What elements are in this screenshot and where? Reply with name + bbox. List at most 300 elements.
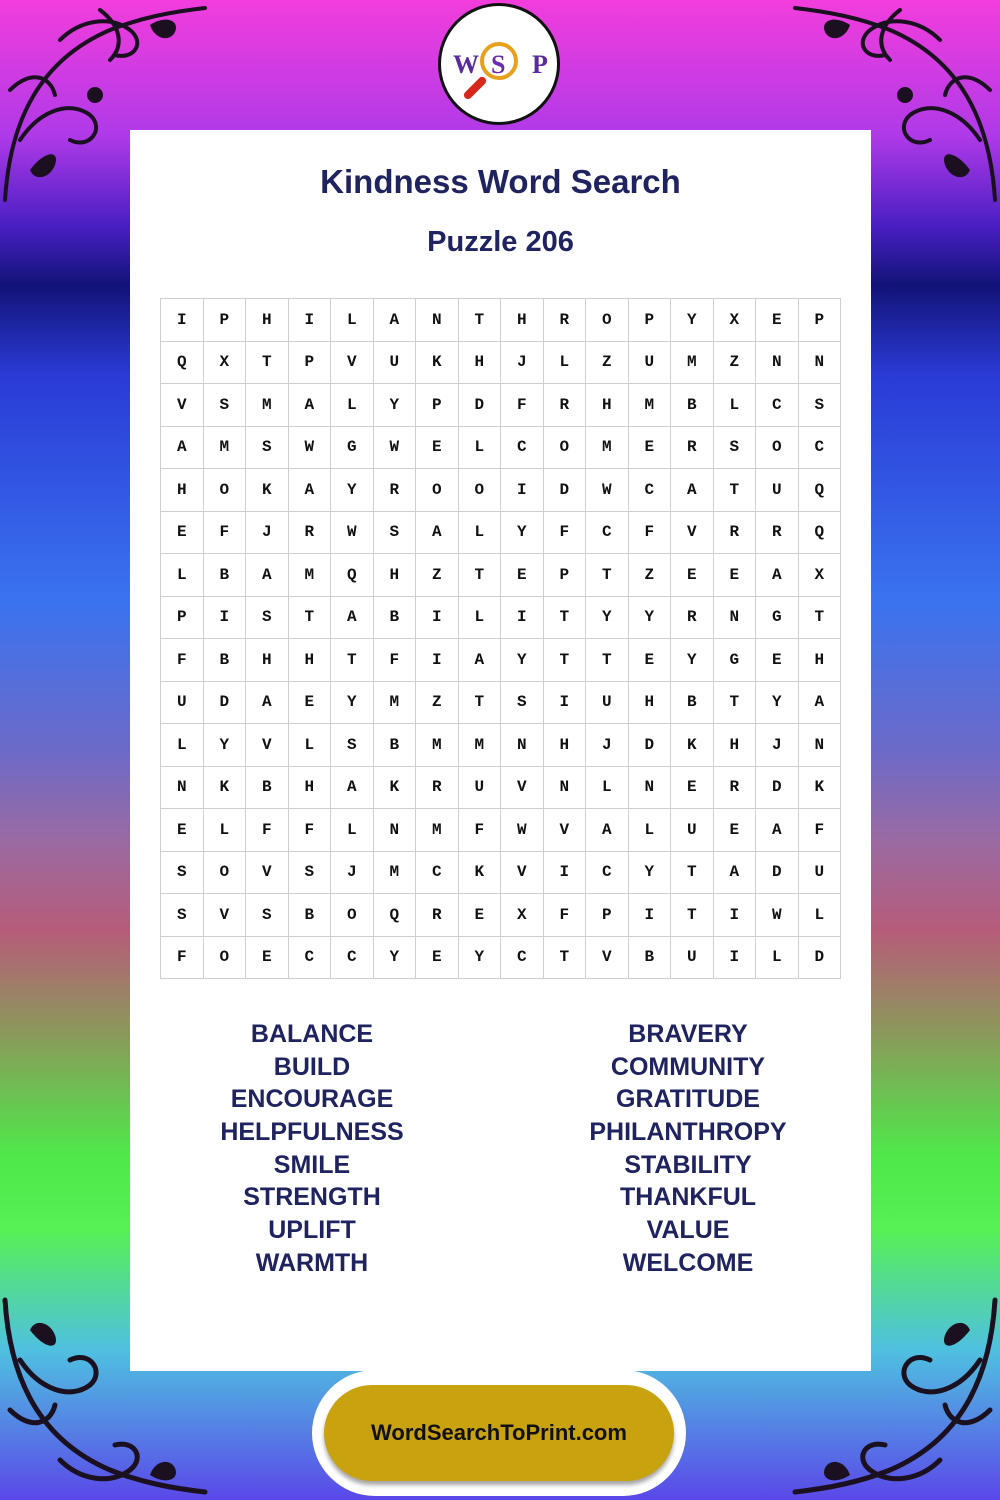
- grid-cell[interactable]: Z: [628, 554, 671, 597]
- grid-cell[interactable]: E: [416, 426, 459, 469]
- grid-row: [161, 511, 841, 554]
- grid-cell[interactable]: X: [798, 554, 841, 597]
- grid-cell[interactable]: S: [373, 511, 416, 554]
- grid-cell[interactable]: H: [246, 639, 289, 682]
- grid-cell[interactable]: F: [543, 894, 586, 937]
- grid-cell[interactable]: Q: [373, 894, 416, 937]
- grid-cell[interactable]: T: [713, 681, 756, 724]
- grid-cell[interactable]: V: [586, 936, 629, 979]
- grid-cell[interactable]: Y: [373, 936, 416, 979]
- grid-cell[interactable]: Z: [416, 554, 459, 597]
- grid-cell[interactable]: S: [798, 384, 841, 427]
- grid-cell[interactable]: I: [161, 299, 204, 342]
- grid-row: [161, 681, 841, 724]
- grid-row: [161, 936, 841, 979]
- grid-cell[interactable]: N: [161, 766, 204, 809]
- grid-cell[interactable]: A: [713, 851, 756, 894]
- grid-cell[interactable]: L: [756, 936, 799, 979]
- grid-cell[interactable]: R: [756, 511, 799, 554]
- grid-cell[interactable]: L: [798, 894, 841, 937]
- footer-banner[interactable]: [324, 1385, 674, 1481]
- grid-cell[interactable]: H: [373, 554, 416, 597]
- grid-cell[interactable]: H: [246, 299, 289, 342]
- grid-cell[interactable]: V: [543, 809, 586, 852]
- grid-cell[interactable]: V: [246, 851, 289, 894]
- grid-cell[interactable]: T: [671, 894, 714, 937]
- grid-cell[interactable]: L: [161, 724, 204, 767]
- grid-row: [161, 766, 841, 809]
- grid-cell[interactable]: X: [501, 894, 544, 937]
- grid-cell[interactable]: C: [798, 426, 841, 469]
- grid-cell[interactable]: T: [288, 596, 331, 639]
- word-list-item: STABILITY: [624, 1150, 752, 1179]
- grid-cell[interactable]: S: [246, 426, 289, 469]
- grid-cell[interactable]: Y: [331, 469, 374, 512]
- grid-cell[interactable]: T: [543, 596, 586, 639]
- grid-cell[interactable]: M: [373, 851, 416, 894]
- grid-cell[interactable]: T: [458, 299, 501, 342]
- grid-cell[interactable]: P: [586, 894, 629, 937]
- grid-cell[interactable]: O: [331, 894, 374, 937]
- grid-cell[interactable]: M: [671, 341, 714, 384]
- grid-cell[interactable]: E: [756, 639, 799, 682]
- grid-cell[interactable]: O: [543, 426, 586, 469]
- grid-cell[interactable]: D: [628, 724, 671, 767]
- grid-cell[interactable]: A: [161, 426, 204, 469]
- grid-row: [161, 384, 841, 427]
- grid-cell[interactable]: V: [501, 851, 544, 894]
- grid-cell[interactable]: J: [331, 851, 374, 894]
- grid-cell[interactable]: A: [331, 596, 374, 639]
- word-list-item: WARMTH: [255, 1248, 369, 1277]
- grid-cell[interactable]: I: [501, 469, 544, 512]
- grid-cell[interactable]: A: [671, 469, 714, 512]
- grid-cell[interactable]: L: [628, 809, 671, 852]
- grid-cell[interactable]: H: [798, 639, 841, 682]
- grid-cell[interactable]: B: [203, 554, 246, 597]
- grid-cell[interactable]: Y: [628, 596, 671, 639]
- grid-cell[interactable]: S: [161, 851, 204, 894]
- grid-cell[interactable]: K: [671, 724, 714, 767]
- word-list-right: [538, 1018, 838, 1280]
- grid-row: [161, 469, 841, 512]
- grid-cell[interactable]: P: [628, 299, 671, 342]
- grid-cell[interactable]: H: [161, 469, 204, 512]
- word-list-item: SMILE: [273, 1150, 351, 1179]
- grid-cell[interactable]: C: [586, 851, 629, 894]
- grid-cell[interactable]: M: [246, 384, 289, 427]
- grid-cell[interactable]: M: [416, 809, 459, 852]
- grid-cell[interactable]: T: [586, 639, 629, 682]
- grid-cell[interactable]: I: [543, 851, 586, 894]
- grid-cell[interactable]: T: [671, 851, 714, 894]
- word-list-item: VALUE: [646, 1216, 730, 1245]
- grid-cell[interactable]: L: [331, 809, 374, 852]
- grid-cell[interactable]: V: [246, 724, 289, 767]
- grid-cell[interactable]: B: [203, 639, 246, 682]
- grid-cell[interactable]: I: [628, 894, 671, 937]
- grid-cell[interactable]: Y: [671, 299, 714, 342]
- puzzle-number: Puzzle 206: [427, 226, 574, 258]
- grid-cell[interactable]: J: [246, 511, 289, 554]
- grid-cell[interactable]: Y: [331, 681, 374, 724]
- grid-row: [161, 554, 841, 597]
- grid-cell[interactable]: I: [416, 639, 459, 682]
- grid-cell[interactable]: Z: [416, 681, 459, 724]
- grid-cell[interactable]: Y: [671, 639, 714, 682]
- grid-cell[interactable]: P: [288, 341, 331, 384]
- grid-row: [161, 724, 841, 767]
- grid-cell[interactable]: W: [331, 511, 374, 554]
- logo-letter-w: W: [453, 50, 479, 79]
- grid-cell[interactable]: N: [756, 341, 799, 384]
- grid-cell[interactable]: F: [161, 936, 204, 979]
- grid-cell[interactable]: U: [756, 469, 799, 512]
- grid-cell[interactable]: S: [203, 384, 246, 427]
- word-list-item: THANKFUL: [619, 1183, 757, 1212]
- grid-cell[interactable]: K: [246, 469, 289, 512]
- grid-row: [161, 639, 841, 682]
- grid-cell[interactable]: I: [713, 936, 756, 979]
- grid-cell[interactable]: I: [203, 596, 246, 639]
- grid-cell[interactable]: Y: [628, 851, 671, 894]
- grid-cell[interactable]: K: [416, 341, 459, 384]
- grid-cell[interactable]: L: [458, 596, 501, 639]
- grid-cell[interactable]: Y: [458, 936, 501, 979]
- grid-cell[interactable]: M: [458, 724, 501, 767]
- grid-cell[interactable]: D: [756, 851, 799, 894]
- grid-cell[interactable]: D: [798, 936, 841, 979]
- grid-cell[interactable]: R: [416, 766, 459, 809]
- grid-cell[interactable]: N: [713, 596, 756, 639]
- grid-cell[interactable]: M: [203, 426, 246, 469]
- grid-cell[interactable]: E: [713, 809, 756, 852]
- grid-cell[interactable]: G: [756, 596, 799, 639]
- grid-cell[interactable]: D: [203, 681, 246, 724]
- grid-cell[interactable]: U: [161, 681, 204, 724]
- word-list-item: ENCOURAGE: [230, 1085, 394, 1114]
- grid-cell[interactable]: B: [373, 724, 416, 767]
- grid-cell[interactable]: E: [161, 809, 204, 852]
- word-list-left: [162, 1018, 462, 1280]
- grid-cell[interactable]: G: [713, 639, 756, 682]
- word-list-item: PHILANTHROPY: [589, 1118, 787, 1147]
- grid-cell[interactable]: T: [798, 596, 841, 639]
- grid-cell[interactable]: Y: [501, 639, 544, 682]
- grid-cell[interactable]: P: [543, 554, 586, 597]
- page-title: Kindness Word Search: [320, 163, 681, 200]
- grid-cell[interactable]: B: [671, 681, 714, 724]
- grid-cell[interactable]: V: [331, 341, 374, 384]
- grid-cell[interactable]: W: [756, 894, 799, 937]
- grid-cell[interactable]: T: [543, 639, 586, 682]
- grid-row: [161, 894, 841, 937]
- grid-cell[interactable]: A: [288, 469, 331, 512]
- grid-cell[interactable]: X: [713, 299, 756, 342]
- word-list-item: GRATITUDE: [616, 1085, 760, 1114]
- grid-cell[interactable]: F: [203, 511, 246, 554]
- grid-cell[interactable]: J: [756, 724, 799, 767]
- grid-cell[interactable]: T: [458, 554, 501, 597]
- grid-cell[interactable]: O: [756, 426, 799, 469]
- grid-cell[interactable]: C: [756, 384, 799, 427]
- grid-cell[interactable]: H: [628, 681, 671, 724]
- grid-row: [161, 426, 841, 469]
- grid-cell[interactable]: A: [288, 384, 331, 427]
- grid-cell[interactable]: P: [798, 299, 841, 342]
- grid-cell[interactable]: E: [713, 554, 756, 597]
- grid-cell[interactable]: T: [331, 639, 374, 682]
- grid-cell[interactable]: O: [203, 936, 246, 979]
- grid-cell[interactable]: P: [203, 299, 246, 342]
- grid-cell[interactable]: I: [713, 894, 756, 937]
- grid-cell[interactable]: B: [628, 936, 671, 979]
- grid-cell[interactable]: U: [458, 766, 501, 809]
- grid-cell[interactable]: U: [671, 936, 714, 979]
- grid-cell[interactable]: L: [203, 809, 246, 852]
- grid-cell[interactable]: S: [246, 596, 289, 639]
- grid-cell[interactable]: L: [331, 384, 374, 427]
- grid-cell[interactable]: A: [798, 681, 841, 724]
- grid-cell[interactable]: O: [458, 469, 501, 512]
- grid-cell[interactable]: P: [416, 384, 459, 427]
- grid-cell[interactable]: C: [288, 936, 331, 979]
- grid-cell[interactable]: V: [161, 384, 204, 427]
- grid-cell[interactable]: B: [288, 894, 331, 937]
- word-list-item: UPLIFT: [268, 1216, 356, 1245]
- grid-cell[interactable]: S: [713, 426, 756, 469]
- grid-cell[interactable]: E: [246, 936, 289, 979]
- grid-cell[interactable]: A: [756, 554, 799, 597]
- word-list-item: STRENGTH: [243, 1183, 381, 1212]
- word-list-item: HELPFULNESS: [220, 1118, 404, 1147]
- grid-cell[interactable]: P: [161, 596, 204, 639]
- grid-cell[interactable]: D: [756, 766, 799, 809]
- grid-cell[interactable]: K: [373, 766, 416, 809]
- grid-cell[interactable]: A: [246, 681, 289, 724]
- grid-cell[interactable]: E: [671, 554, 714, 597]
- grid-cell[interactable]: E: [628, 639, 671, 682]
- grid-cell[interactable]: R: [671, 426, 714, 469]
- grid-cell[interactable]: E: [288, 681, 331, 724]
- grid-cell[interactable]: B: [373, 596, 416, 639]
- grid-cell[interactable]: R: [543, 299, 586, 342]
- word-list-item: COMMUNITY: [610, 1052, 766, 1081]
- grid-cell[interactable]: A: [458, 639, 501, 682]
- grid-cell[interactable]: N: [501, 724, 544, 767]
- grid-cell[interactable]: L: [713, 384, 756, 427]
- grid-cell[interactable]: B: [246, 766, 289, 809]
- grid-cell[interactable]: S: [501, 681, 544, 724]
- footer-site-link[interactable]: WordSearchToPrint.com: [371, 1420, 627, 1445]
- grid-cell[interactable]: C: [501, 936, 544, 979]
- grid-cell[interactable]: I: [501, 596, 544, 639]
- grid-cell[interactable]: Y: [373, 384, 416, 427]
- grid-cell[interactable]: O: [416, 469, 459, 512]
- grid-cell[interactable]: U: [586, 681, 629, 724]
- grid-row: [161, 596, 841, 639]
- grid-cell[interactable]: U: [798, 851, 841, 894]
- grid-cell[interactable]: L: [586, 766, 629, 809]
- grid-cell[interactable]: O: [203, 469, 246, 512]
- grid-cell[interactable]: C: [501, 426, 544, 469]
- grid-cell[interactable]: F: [246, 809, 289, 852]
- grid-cell[interactable]: C: [586, 511, 629, 554]
- grid-cell[interactable]: W: [288, 426, 331, 469]
- grid-cell[interactable]: S: [331, 724, 374, 767]
- grid-cell[interactable]: Y: [756, 681, 799, 724]
- grid-cell[interactable]: Y: [203, 724, 246, 767]
- grid-cell[interactable]: U: [671, 809, 714, 852]
- grid-cell[interactable]: Q: [331, 554, 374, 597]
- grid-cell[interactable]: H: [288, 766, 331, 809]
- grid-cell[interactable]: N: [373, 809, 416, 852]
- grid-cell[interactable]: F: [798, 809, 841, 852]
- grid-cell[interactable]: H: [288, 639, 331, 682]
- logo-letter-s: S: [491, 50, 506, 79]
- grid-cell[interactable]: L: [458, 426, 501, 469]
- grid-cell[interactable]: T: [586, 554, 629, 597]
- grid-cell[interactable]: F: [288, 809, 331, 852]
- grid-cell[interactable]: C: [628, 469, 671, 512]
- word-list-item: BUILD: [273, 1052, 351, 1081]
- grid-cell[interactable]: E: [501, 554, 544, 597]
- grid-cell[interactable]: L: [331, 299, 374, 342]
- grid-cell[interactable]: X: [203, 341, 246, 384]
- grid-cell[interactable]: K: [798, 766, 841, 809]
- logo-letter-p: P: [532, 50, 548, 79]
- grid-cell[interactable]: U: [628, 341, 671, 384]
- grid-cell[interactable]: Q: [161, 341, 204, 384]
- letter-grid: [160, 298, 841, 979]
- grid-cell[interactable]: Z: [586, 341, 629, 384]
- grid-cell[interactable]: E: [756, 299, 799, 342]
- grid-cell[interactable]: R: [373, 469, 416, 512]
- grid-cell[interactable]: Y: [586, 596, 629, 639]
- grid-cell[interactable]: I: [288, 299, 331, 342]
- grid-cell[interactable]: I: [416, 596, 459, 639]
- grid-cell[interactable]: R: [671, 596, 714, 639]
- grid-cell[interactable]: S: [246, 894, 289, 937]
- grid-cell[interactable]: Z: [713, 341, 756, 384]
- grid-cell[interactable]: T: [713, 469, 756, 512]
- grid-cell[interactable]: H: [501, 299, 544, 342]
- grid-cell[interactable]: Y: [501, 511, 544, 554]
- grid-cell[interactable]: F: [628, 511, 671, 554]
- grid-cell[interactable]: U: [373, 341, 416, 384]
- grid-cell[interactable]: W: [586, 469, 629, 512]
- grid-cell[interactable]: K: [458, 851, 501, 894]
- grid-cell[interactable]: L: [458, 511, 501, 554]
- grid-cell[interactable]: N: [798, 341, 841, 384]
- grid-cell[interactable]: W: [501, 809, 544, 852]
- grid-cell[interactable]: H: [458, 341, 501, 384]
- grid-cell[interactable]: F: [373, 639, 416, 682]
- grid-cell[interactable]: C: [331, 936, 374, 979]
- grid-cell[interactable]: W: [373, 426, 416, 469]
- grid-cell[interactable]: Q: [798, 469, 841, 512]
- grid-cell[interactable]: R: [713, 511, 756, 554]
- grid-cell[interactable]: N: [416, 299, 459, 342]
- wsp-logo[interactable]: [438, 3, 560, 125]
- grid-cell[interactable]: E: [458, 894, 501, 937]
- grid-cell[interactable]: N: [628, 766, 671, 809]
- grid-cell[interactable]: F: [501, 384, 544, 427]
- grid-row: [161, 809, 841, 852]
- grid-cell[interactable]: K: [203, 766, 246, 809]
- grid-cell[interactable]: M: [416, 724, 459, 767]
- grid-cell[interactable]: C: [416, 851, 459, 894]
- grid-cell[interactable]: D: [458, 384, 501, 427]
- grid-cell[interactable]: S: [288, 851, 331, 894]
- grid-cell[interactable]: F: [543, 511, 586, 554]
- grid-cell[interactable]: V: [501, 766, 544, 809]
- grid-cell[interactable]: I: [543, 681, 586, 724]
- grid-cell[interactable]: M: [586, 426, 629, 469]
- grid-cell[interactable]: E: [671, 766, 714, 809]
- grid-cell[interactable]: H: [713, 724, 756, 767]
- grid-cell[interactable]: T: [458, 681, 501, 724]
- grid-cell[interactable]: R: [543, 384, 586, 427]
- grid-cell[interactable]: N: [543, 766, 586, 809]
- grid-cell[interactable]: T: [246, 341, 289, 384]
- grid-cell[interactable]: M: [373, 681, 416, 724]
- grid-row: [161, 851, 841, 894]
- grid-cell[interactable]: N: [798, 724, 841, 767]
- grid-cell[interactable]: O: [203, 851, 246, 894]
- grid-cell[interactable]: R: [416, 894, 459, 937]
- grid-cell[interactable]: V: [671, 511, 714, 554]
- grid-cell[interactable]: A: [246, 554, 289, 597]
- grid-cell[interactable]: H: [543, 724, 586, 767]
- word-list-item: BRAVERY: [628, 1020, 748, 1048]
- grid-cell[interactable]: S: [161, 894, 204, 937]
- grid-cell[interactable]: J: [501, 341, 544, 384]
- grid-cell[interactable]: M: [288, 554, 331, 597]
- grid-row: [161, 341, 841, 384]
- grid-cell[interactable]: L: [288, 724, 331, 767]
- grid-cell[interactable]: A: [331, 766, 374, 809]
- grid-cell[interactable]: A: [586, 809, 629, 852]
- grid-cell[interactable]: R: [288, 511, 331, 554]
- grid-cell[interactable]: E: [161, 511, 204, 554]
- grid-cell[interactable]: A: [373, 299, 416, 342]
- word-list-item: BALANCE: [250, 1020, 374, 1048]
- grid-cell[interactable]: L: [161, 554, 204, 597]
- grid-cell[interactable]: M: [628, 384, 671, 427]
- grid-cell[interactable]: J: [586, 724, 629, 767]
- grid-cell[interactable]: B: [671, 384, 714, 427]
- grid-cell[interactable]: L: [543, 341, 586, 384]
- grid-cell[interactable]: G: [331, 426, 374, 469]
- grid-cell[interactable]: A: [756, 809, 799, 852]
- grid-cell[interactable]: E: [416, 936, 459, 979]
- grid-cell[interactable]: T: [543, 936, 586, 979]
- grid-cell[interactable]: O: [586, 299, 629, 342]
- grid-cell[interactable]: D: [543, 469, 586, 512]
- grid-cell[interactable]: H: [586, 384, 629, 427]
- grid-cell[interactable]: E: [628, 426, 671, 469]
- grid-row: [161, 299, 841, 342]
- word-list-item: WELCOME: [622, 1248, 754, 1277]
- grid-cell[interactable]: Q: [798, 511, 841, 554]
- grid-cell[interactable]: F: [458, 809, 501, 852]
- grid-cell[interactable]: V: [203, 894, 246, 937]
- grid-cell[interactable]: F: [161, 639, 204, 682]
- puzzle-card: [130, 130, 871, 1371]
- grid-cell[interactable]: R: [713, 766, 756, 809]
- grid-cell[interactable]: A: [416, 511, 459, 554]
